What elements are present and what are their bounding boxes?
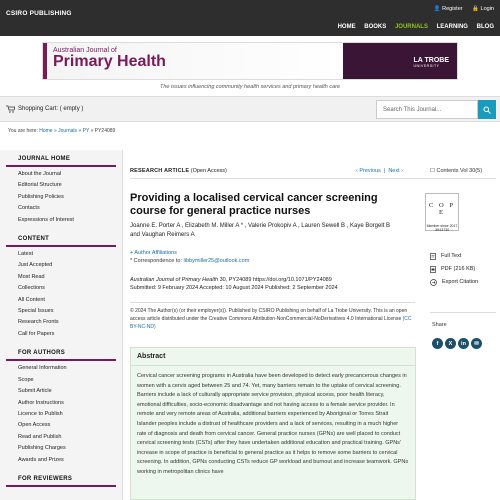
article-type: RESEARCH ARTICLE (130, 168, 190, 174)
sidebar-item-awards[interactable]: Awards and Prizes (18, 456, 64, 463)
account-links (426, 6, 494, 12)
sidebar-item-submit-article[interactable]: Submit Article (18, 388, 52, 395)
breadcrumb: You are here: Home » Journals » PY » PY24089 (8, 128, 116, 134)
cope-badge[interactable] (425, 193, 459, 231)
sidebar-item-most-read[interactable]: Most Read (18, 273, 45, 280)
sidebar-item-contacts[interactable]: Contacts (18, 205, 40, 212)
pdf-icon (430, 266, 436, 273)
breadcrumb-home[interactable]: Home (39, 128, 53, 134)
share-icons (432, 338, 482, 349)
sidebar-item-open-access[interactable]: Open Access (18, 422, 51, 429)
sidebar-heading-journal-home[interactable]: JOURNAL HOME (6, 150, 116, 167)
cope-member-since: Member since 2017 (426, 224, 458, 228)
nav-journals[interactable]: JOURNALS (394, 24, 428, 30)
search-input[interactable]: Search This Journal... (376, 100, 478, 119)
header-divider (130, 178, 496, 179)
share-label: Share (432, 322, 447, 328)
sidebar-heading-for-authors[interactable]: FOR AUTHORS (6, 344, 116, 361)
sidebar-item-eoi[interactable]: Expressions of Interest (18, 216, 74, 223)
pdf-link[interactable]: PDF (216 KB) (430, 263, 478, 276)
sidebar-item-just-accepted[interactable]: Just Accepted (18, 262, 53, 269)
sidebar-item-editorial[interactable]: Editorial Structure (18, 182, 62, 189)
next-link[interactable]: Next › (388, 168, 404, 174)
breadcrumb-current: PY24089 (94, 128, 116, 134)
latrobe-logo: LA TROBE UNIVERSITY (413, 57, 449, 68)
breadcrumb-py[interactable]: PY (82, 128, 90, 134)
journal-title-line1: Australian Journal of (53, 47, 117, 54)
top-bar (0, 0, 500, 36)
nav-home[interactable]: HOME (337, 24, 356, 30)
abstract-box (130, 347, 416, 500)
sidebar-item-call-for-papers[interactable]: Call for Papers (18, 330, 55, 337)
sidebar-item-latest[interactable]: Latest (18, 251, 33, 258)
author-affiliations-toggle[interactable]: + Author Affiliations (130, 250, 177, 256)
cope-logo: C O P E (429, 202, 455, 216)
citation-divider (130, 302, 415, 303)
sidebar-item-general-info[interactable]: General Information (18, 365, 67, 372)
contents-link[interactable]: ☐ Contents Vol 30(5) (430, 168, 483, 174)
journal-title-line2: Primary Health (53, 53, 166, 70)
banner-image (343, 43, 457, 79)
export-icon (430, 279, 437, 286)
author-line-1[interactable]: Joanne E. Porter A , Elizabeth M. Miller A * , Valerie Prokopiv A , Lauren Sewell B , Kaye Borgelt B (130, 223, 391, 229)
share-divider (430, 312, 496, 313)
cart-icon (6, 105, 15, 113)
sidebar-item-publishing-charges[interactable]: Publishing Charges (18, 445, 66, 452)
sidebar (0, 150, 122, 500)
sidebar-item-about[interactable]: About the Journal (18, 171, 62, 177)
sidebar-item-research-fronts[interactable]: Research Fronts (18, 319, 59, 326)
x-icon[interactable]: X (445, 338, 456, 349)
login-link[interactable]: 🔒 Login (472, 6, 494, 12)
journal-tagline: The issues influencing community health services and primary health care (159, 84, 341, 90)
journal-title-block (43, 43, 343, 79)
document-icon (430, 253, 436, 260)
cart-search-bar (0, 96, 500, 122)
sidebar-divider (122, 150, 123, 500)
shopping-cart[interactable]: Shopping Cart: ( empty ) (6, 105, 83, 113)
correspondence-email[interactable]: libbymiller25@outlook.com (183, 258, 250, 264)
license-link[interactable]: (CC BY-NC-ND) (130, 316, 412, 330)
sidebar-heading-for-reviewers[interactable]: FOR REVIEWERS (6, 470, 116, 487)
main-nav (331, 24, 494, 30)
sidebar-item-author-instructions[interactable]: Author Instructions (18, 399, 64, 406)
sidebar-item-collections[interactable]: Collections (18, 285, 45, 292)
cope-id: JM13730 (434, 228, 450, 232)
license-text: © 2024 The Author(s) (or their employer(s)). Published by CSIRO Publishing on behalf of La Trobe University. This is an open access article distributed under the Creative Commons Attribution-NonCommercial-NoDerivatives 4.0 International License (CC BY-NC-ND) (130, 308, 412, 330)
sidebar-item-read-publish[interactable]: Read and Publish (18, 433, 62, 440)
sidebar-item-scope[interactable]: Scope (18, 376, 34, 383)
citation-doi[interactable]: 30, PY24089 https://doi.org/10.1071/PY24089 (219, 277, 332, 283)
sidebar-item-licence[interactable]: Licence to Publish (18, 410, 63, 417)
facebook-icon[interactable]: f (432, 338, 443, 349)
author-line-2[interactable]: and Vaughan Reimers A (130, 232, 195, 238)
article-tools (430, 250, 478, 289)
contents-icon: ☐ (430, 168, 435, 174)
affiliations (130, 249, 249, 265)
author-list (130, 222, 415, 240)
publication-dates: Submitted: 9 February 2024 Accepted: 10 August 2024 Published: 2 September 2024 (130, 285, 338, 291)
export-citation-link[interactable]: Export Citation (430, 276, 478, 289)
journal-banner[interactable] (42, 42, 458, 80)
brand-logo[interactable]: CSIRO PUBLISHING (6, 10, 72, 17)
abstract-text: Cervical cancer screening programs in Australia have been developed to detect early precancerous changes in women with a cervix aged between 25 and 74. Yet, many barriers remain to the uptake of cervical screening. Barriers include a lack of culturally appropriate service provision, physical access, poor health literacy, emotional difficulties, socio-economic disadvantage and not having access to a female service provider. In remote and very remote areas of Australia, additional barriers experienced by Aboriginal or Torres Strait Islander peoples include a distrust of healthcare providers and a lack of services, resulting in a much higher rate of diagnosis and death from cervical cancer. General practice nurses (GPNs) are well placed to conduct cervical screening tests (CSTs) after they have undertaken additional education and practical training. GPNs' increase in scope of practice is beneficial to general practice as it helps to remove some barriers to cervical screening. In addition, GPNs conducting CSTs reduce GP workload and burnout and increase teamwork. GPNs working in metropolitan clinics have (137, 373, 409, 475)
sidebar-heading-content[interactable]: CONTENT (6, 230, 116, 247)
nav-books[interactable]: BOOKS (364, 24, 387, 30)
full-text-link[interactable]: Full Text (430, 250, 478, 263)
article-title: Providing a localised cervical cancer screening course for general practice nurses (130, 192, 378, 217)
email-icon[interactable]: ✉ (471, 338, 482, 349)
sidebar-item-policies[interactable]: Publishing Policies (18, 193, 64, 200)
nav-learning[interactable]: LEARNING (436, 24, 468, 30)
search-button[interactable] (478, 100, 496, 119)
citation-block (130, 276, 420, 292)
nav-blog[interactable]: BLOG (476, 24, 494, 30)
prev-next-nav: ‹ Previous | Next › (356, 168, 404, 174)
journal-name: Australian Journal of Primary Health (130, 277, 219, 283)
access-label: (Open Access) (190, 168, 227, 174)
previous-link[interactable]: ‹ Previous (356, 168, 381, 174)
search-icon (483, 106, 491, 114)
sidebar-item-special-issues[interactable]: Special Issues (18, 308, 54, 315)
correspondence-label: * Correspondence to: (130, 258, 182, 264)
sidebar-item-all-content[interactable]: All Content (18, 296, 45, 303)
breadcrumb-journals[interactable]: Journals (58, 128, 78, 134)
linkedin-icon[interactable]: in (458, 338, 469, 349)
register-link[interactable]: 👤 Register (433, 6, 463, 12)
abstract-heading: Abstract (131, 348, 415, 366)
